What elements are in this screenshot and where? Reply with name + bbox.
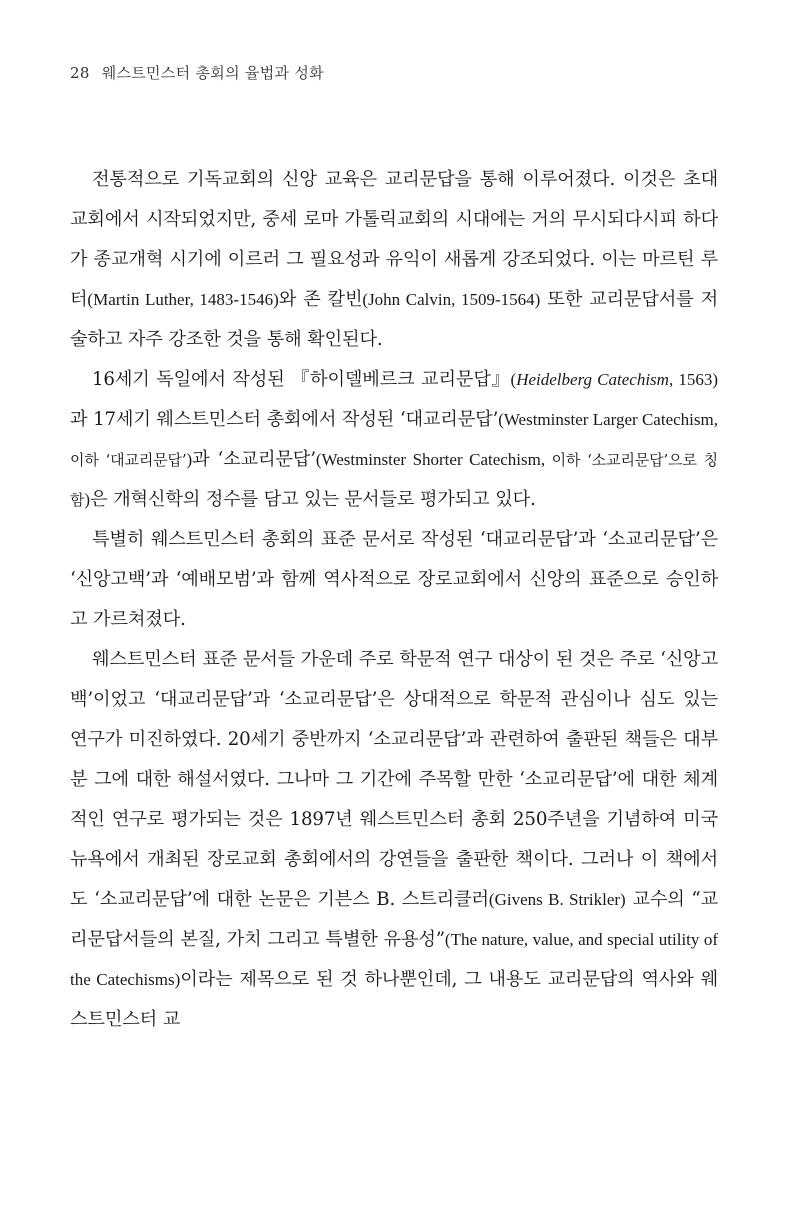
running-title: 웨스트민스터 총회의 율법과 성화 (101, 64, 324, 82)
running-header (70, 62, 324, 83)
text-run-small: 이하 ‘대교리문답’ (70, 451, 187, 469)
text-run: 과 ‘소교리문답’ (192, 449, 316, 470)
page-number: 28 (70, 64, 90, 82)
text-run-latin: (Givens B. Strikler) (488, 890, 626, 909)
paragraph-3 (70, 520, 718, 640)
book-title-italic: Heidelberg Catechism (516, 370, 669, 389)
text-run: 과 17세기 웨스트민스터 총회에서 작성된 ‘대교리문답’ (70, 409, 499, 430)
text-run-latin: (John Calvin, 1509-1564) (362, 290, 541, 309)
text-run-latin: ( (510, 370, 517, 389)
paragraph-2 (70, 360, 718, 520)
text-run-latin: (The nature, value, and special utility of the Catechisms) (70, 930, 718, 989)
text-run: 교수의 “교리문답서들의 본질, 가치 그리고 특별한 유용성” (70, 889, 718, 950)
text-run: 이라는 제목으로 된 것 하나뿐인데, 그 내용도 교리문답의 역사와 웨스트민스터 교 (70, 969, 718, 1030)
text-run: 특별히 웨스트민스터 총회의 표준 문서로 작성된 ‘대교리문답’과 ‘소교리문답’은 ‘신앙고백’과 ‘예배모범’과 함께 역사적으로 장로교회에서 신앙의 표준으로 승인하고 가르쳐졌다. (70, 529, 718, 630)
text-run-latin: (Westminster Shorter Catechism, (315, 450, 552, 469)
paragraph-1 (70, 160, 718, 360)
text-run: 웨스트민스터 표준 문서들 가운데 주로 학문적 연구 대상이 된 것은 주로 ‘신앙고백’이었고 ‘대교리문답’과 ‘소교리문답’은 상대적으로 학문적 관심이나 심도 있는 연구가 미진하였다. 20세기 중반까지 ‘소교리문답’과 관련하여 출판된 책들은 대부분 그에 대한 해설서였다. 그나마 그 기간에 주목할 만한 ‘소교리문답’에 대한 체계적인 연구로 평가되는 것은 1897년 웨스트민스터 총회 250주년을 기념하여 미국 뉴욕에서 개최된 장로교회 총회에서의 강연들을 출판한 책이다. 그러나 이 책에서도 ‘소교리문답’에 대한 논문은 기븐스 B. 스트리클러 (70, 649, 718, 910)
text-run: 전통적으로 기독교회의 신앙 교육은 교리문답을 통해 이루어졌다. 이것은 초대 교회에서 시작되었지만, 중세 로마 가톨릭교회의 시대에는 거의 무시되다시피 하다가 종교개혁 시기에 이르러 그 필요성과 유익이 새롭게 강조되었다. 이는 마르틴 루터 (70, 169, 718, 310)
text-run-latin: ) (186, 450, 193, 469)
text-run-latin: , 1563) (668, 370, 718, 389)
text-run-latin: (Martin Luther, 1483-1546) (87, 290, 279, 309)
text-run-latin: ) (84, 490, 91, 509)
text-run: 16세기 독일에서 작성된 『하이델베르크 교리문답』 (92, 369, 511, 390)
text-run: 은 개혁신학의 정수를 담고 있는 문서들로 평가되고 있다. (90, 489, 536, 510)
text-run: 와 존 칼빈 (278, 289, 363, 310)
text-run-small: 이하 ‘소교리문답’으로 칭함 (70, 451, 718, 509)
text-run: 또한 교리문답서를 저술하고 자주 강조한 것을 통해 확인된다. (70, 289, 718, 350)
text-run-latin: (Westminster Larger Catechism, (498, 410, 718, 429)
paragraph-4 (70, 640, 718, 1040)
body-text (70, 160, 718, 1040)
